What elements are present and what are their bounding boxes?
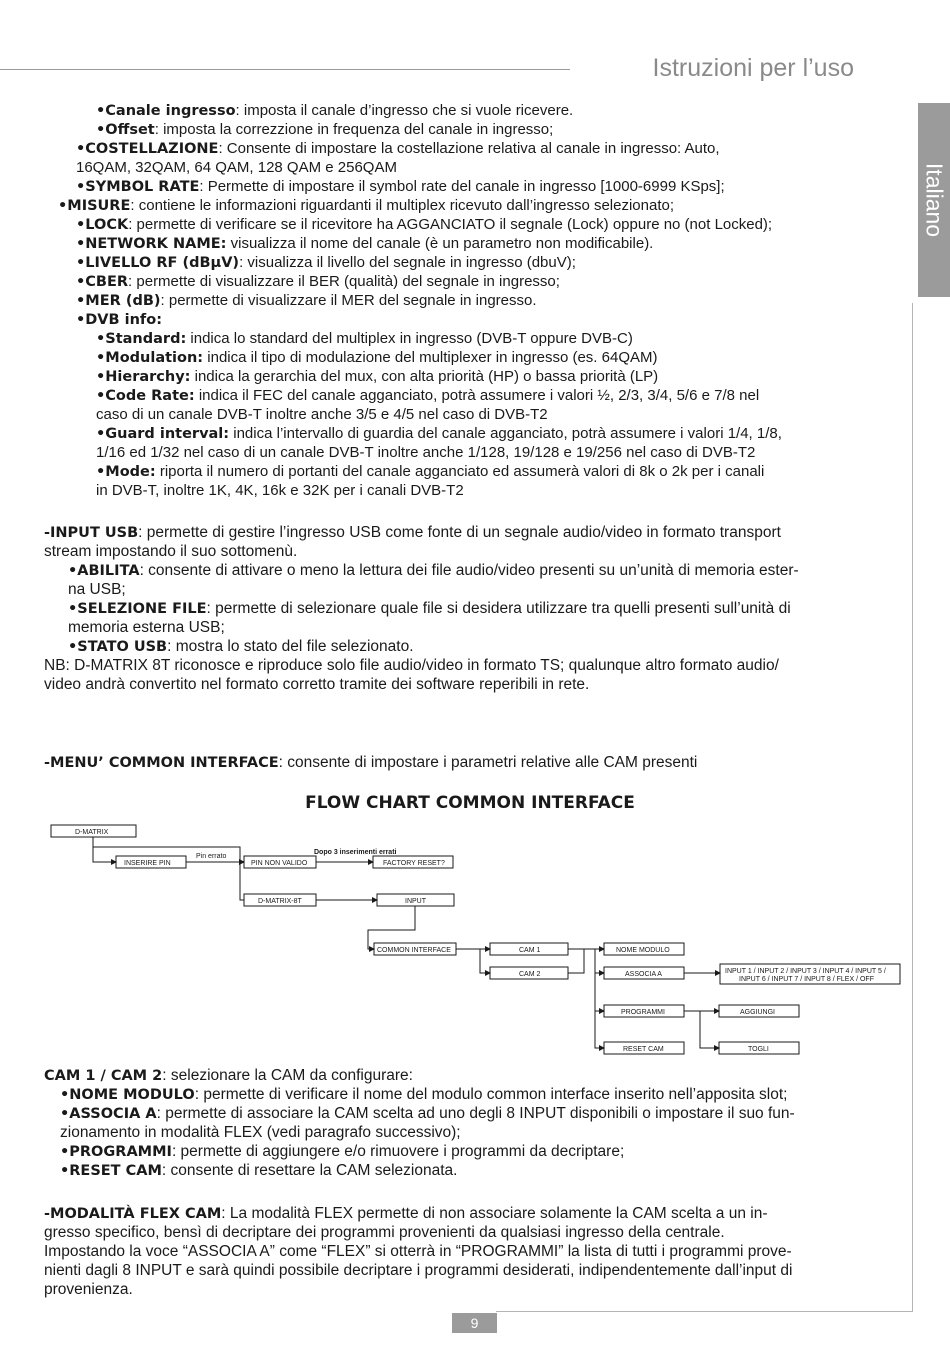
cam-line: •NOME MODULO: permette di verificare il nome del modulo common interface inserito nell’apposita slot; [60,1086,788,1103]
cam-line: •RESET CAM: consente di resettare la CAM selezionata. [60,1162,458,1179]
list-item: •CBER: permette di visualizzare il BER (qualità) del segnale in ingresso; [76,273,560,290]
label-dopo-3: Dopo 3 inserimenti errati [314,849,397,856]
label-d-matrix: D-MATRIX [75,829,109,836]
usb-line: video andrà convertito nel formato corretto tramite dei software reperibili in rete. [44,676,590,693]
list-item: •DVB info: [76,312,162,328]
label-aggiungi: AGGIUNGI [740,1009,776,1016]
menu-ci-line: -MENU’ COMMON INTERFACE: consente di impostare i parametri relative alle CAM presenti [44,754,698,771]
list-item: •Modulation: indica il tipo di modulazione del multiplexer in ingresso (es. 64QAM) [96,349,658,366]
cam-line: zionamento in modalità FLEX (vedi paragrafo successivo); [60,1124,461,1141]
list-item: •Offset: imposta la correzzione in frequenza del canale in ingresso; [96,121,554,138]
flow-chart [0,815,950,1065]
label-associa-a: ASSOCIA A [625,971,662,978]
label-nome-modulo: NOME MODULO [616,947,670,954]
usb-line: NB: D-MATRIX 8T riconosce e riproduce solo file audio/video in formato TS; qualunque altro formato audio/ [44,657,779,674]
label-inputs-line2: INPUT 6 / INPUT 7 / INPUT 8 / FLEX / OFF [739,976,874,983]
list-item: •NETWORK NAME: visualizza il nome del canale (è un parametro non modificabile). [76,235,654,252]
list-item: •Standard: indica lo standard del multiplex in ingresso (DVB-T oppure DVB-C) [96,330,633,347]
label-common-interface: COMMON INTERFACE [377,947,451,954]
usb-line: stream impostando il suo sottomenù. [44,543,298,560]
label-cam-1: CAM 1 [519,947,541,954]
list-item: 1/16 ed 1/32 nel caso di un canale DVB-T inoltre anche 1/128, 19/128 e 19/256 nel caso di DVB-T2 [96,444,756,461]
list-item: •MER (dB): permette di visualizzare il MER del segnale in ingresso. [76,292,537,309]
label-cam-2: CAM 2 [519,971,541,978]
flex-line: nienti dagli 8 INPUT e sarà quindi possibile decriptare i programmi desiderati, indipendentemente dall’input di [44,1262,793,1279]
label-d-matrix-8t: D-MATRIX-8T [258,898,302,905]
list-item: •SYMBOL RATE: Permette di impostare il symbol rate del canale in ingresso [1000-6999 KSps]; [76,178,725,195]
flex-line: -MODALITÀ FLEX CAM: La modalità FLEX permette di non associare solamente la CAM scelta a un in- [44,1205,768,1222]
list-item: in DVB-T, inoltre 1K, 4K, 16k e 32K per i canali DVB-T2 [96,482,464,499]
usb-line: •ABILITA: consente di attivare o meno la lettura dei file audio/video presenti su un’unità di memoria ester- [68,562,799,579]
label-input: INPUT [405,898,426,905]
cam-line: •PROGRAMMI: permette di aggiungere e/o rimuovere i programmi da decriptare; [60,1143,625,1160]
usb-line: memoria esterna USB; [68,619,225,636]
cam-line: CAM 1 / CAM 2: selezionare la CAM da configurare: [44,1067,413,1084]
usb-line: •STATO USB: mostra lo stato del file selezionato. [68,638,414,655]
list-item: •Guard interval: indica l’intervallo di guardia del canale agganciato, potrà assumere i valori 1/4, 1/8, [96,425,782,442]
label-programmi: PROGRAMMI [621,1009,665,1016]
label-pin-errato: Pin errato [196,853,227,860]
list-item: •LOCK: permette di verificare se il ricevitore ha AGGANCIATO il segnale (Lock) oppure no (not Locked); [76,216,773,233]
usb-line: •SELEZIONE FILE: permette di selezionare quale file si desidera utilizzare tra quelli presenti sull’unità di [68,600,791,617]
list-item: •Hierarchy: indica la gerarchia del mux, con alta priorità (HP) o bassa priorità (LP) [96,368,659,385]
list-item: •LIVELLO RF (dBµV): visualizza il livello del segnale in ingresso (dbuV); [76,254,576,271]
header-rule [0,69,570,70]
flex-line: provenienza. [44,1281,133,1298]
list-item: •Code Rate: indica il FEC del canale agganciato, potrà assumere i valori ½, 2/3, 3/4, 5/6 e 7/8 nel [96,387,760,404]
frame-line-horizontal [496,1311,913,1312]
list-item: caso di un canale DVB-T inoltre anche 3/5 e 4/5 nel caso di DVB-T2 [96,406,548,423]
label-pin-non-valido: PIN NON VALIDO [251,860,308,867]
cam-line: •ASSOCIA A: permette di associare la CAM scelta ad uno degli 8 INPUT disponibili o impostare il suo fun- [60,1105,795,1122]
label-inserire-pin: INSERIRE PIN [124,860,171,867]
flow-chart-title: FLOW CHART COMMON INTERFACE [305,793,635,813]
list-item: 16QAM, 32QAM, 64 QAM, 128 QAM e 256QAM [76,159,397,176]
flex-line: gresso specifico, bensì di decriptare dei programmi provenienti da qualsiasi ingresso della centrale. [44,1224,725,1241]
flex-line: Impostando la voce “ASSOCIA A” come “FLEX” si otterrà in “PROGRAMMI” la lista di tutti i programmi prove- [44,1243,792,1260]
usb-line: na USB; [68,581,126,598]
side-tab-label: Italiano [921,162,948,238]
list-item: •MISURE: contiene le informazioni riguardanti il multiplex ricevuto dall’ingresso selezionato; [58,197,675,214]
page-number: 9 [452,1313,497,1333]
usb-line: -INPUT USB: permette di gestire l’ingresso USB come fonte di un segnale audio/video in formato transport [44,524,781,541]
page-header-title: Istruzioni per l’uso [652,54,854,82]
list-item: •Canale ingresso: imposta il canale d’ingresso che si vuole ricevere. [96,102,574,119]
list-item: •Mode: riporta il numero di portanti del canale agganciato ed assumerà valori di 8k o 2k per i canali [96,463,765,480]
label-reset-cam: RESET CAM [623,1046,664,1053]
label-togli: TOGLI [748,1046,769,1053]
list-item: •COSTELLAZIONE: Consente di impostare la costellazione relativa al canale in ingresso: Auto, [76,140,720,157]
label-factory-reset: FACTORY RESET? [383,860,445,867]
language-side-tab [918,103,950,297]
label-inputs-line1: INPUT 1 / INPUT 2 / INPUT 3 / INPUT 4 / INPUT 5 / [725,968,886,975]
